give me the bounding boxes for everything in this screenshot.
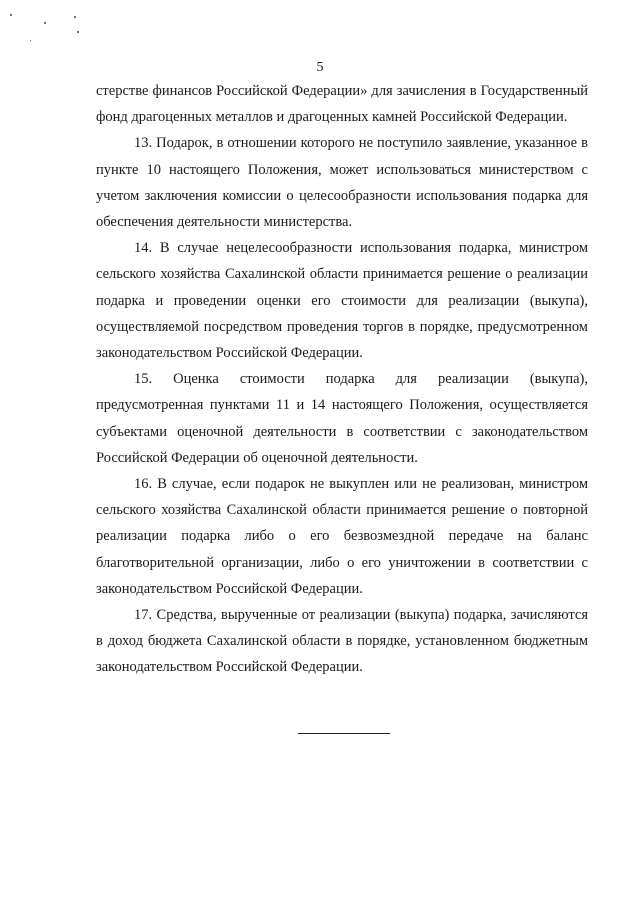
scan-speck [10,14,12,16]
scan-speck [30,40,31,41]
end-separator-line [298,733,390,734]
paragraph-continuation: стерстве финансов Российской Федерации» для зачисления в Государственный фонд драгоценных металлов и драгоценных камней Российской Федерации. [96,83,588,126]
document-body [96,78,588,681]
paragraph-15: 15. Оценка стоимости подарка для реализации (выкупа), предусмотренная пунктами 11 и 14 настоящего Положения, осуществляется субъектами оценочной деятельности в соответствии с законодательством Российской Федерации об оценочной деятельности. [96,371,588,466]
paragraph-14: 14. В случае нецелесообразности использования подарка, министром сельского хозяйства Сахалинской области принимается решение о реализации подарка и проведении оценки его стоимости для реализации (выкупа), осуществляемой посредством проведения торгов в порядке, предусмотренном законодательством Российской Федерации. [96,240,588,362]
scan-speck [74,16,76,18]
paragraph-16: 16. В случае, если подарок не выкуплен или не реализован, министром сельского хозяйства Сахалинской области принимается решение о повторной реализации подарка либо о его безвозмездной передаче на баланс благотворительной организации, либо о его уничтожении в соответствии с законодательством Российской Федерации. [96,476,588,597]
scan-speck [77,31,79,33]
paragraph-17: 17. Средства, вырученные от реализации (выкупа) подарка, зачисляются в доход бюджета Сахалинской области в порядке, установленном бюджетным законодательством Российской Федерации. [96,607,588,676]
page-number: 5 [316,60,324,75]
paragraph-13: 13. Подарок, в отношении которого не поступило заявление, указанное в пункте 10 настоящего Положения, может использоваться министерством с учетом заключения комиссии о целесообразности использования подарка для обеспечения деятельности министерства. [96,135,588,231]
scan-speck [44,22,46,24]
